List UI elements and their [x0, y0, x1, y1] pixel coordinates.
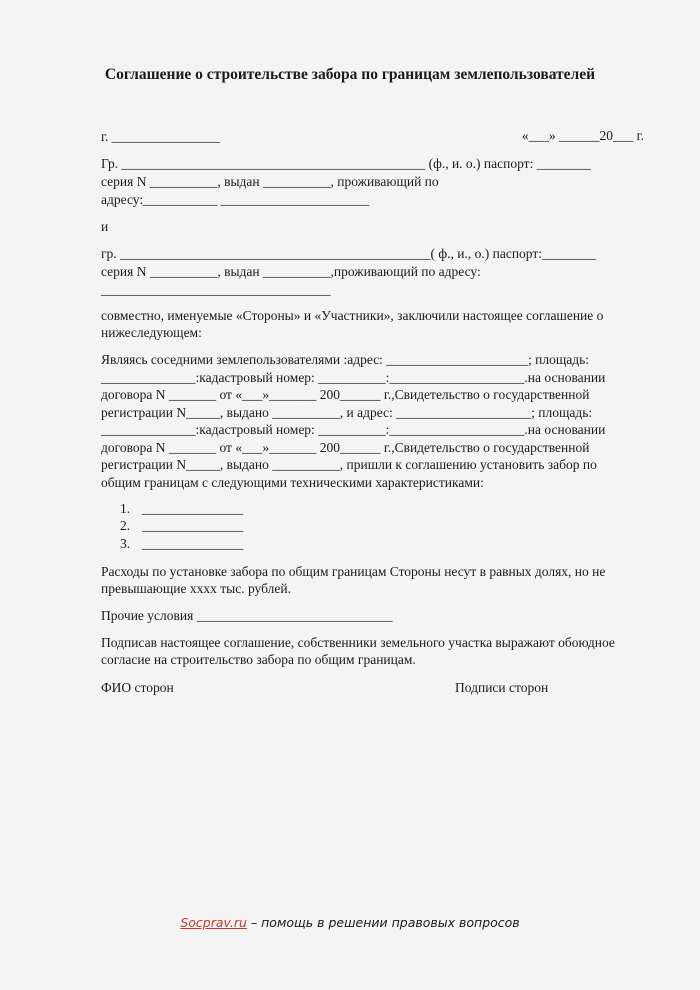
place-line: г. ________________ — [101, 129, 220, 144]
list-text: _______________ — [142, 536, 244, 551]
document-title: Соглашение о строительстве забора по границам землепользователей — [104, 66, 596, 83]
and-word: и — [101, 219, 109, 234]
expenses-line-1: Расходы по установке забора по общим границам Стороны несут в равных долях, но не — [101, 564, 606, 579]
main-line-7: регистрации N_____, выдано __________, пришли к соглашению установить забор по — [101, 457, 597, 472]
main-line-5: ______________:кадастровый номер: __________:____________________.на основании — [101, 422, 606, 437]
list-text: _______________ — [142, 518, 244, 533]
consent-line-2: согласие на строительство забора по общим границам. — [101, 652, 416, 667]
party2-line-3: __________________________________ — [101, 282, 331, 297]
intro-line-2: нижеследующем: — [101, 325, 202, 340]
list-number: 1. — [120, 501, 131, 516]
list-item — [120, 501, 243, 517]
intro-line-1: совместно, именуемые «Стороны» и «Участники», заключили настоящее соглашение о — [101, 308, 604, 323]
footer-tagline: – помощь в решении правовых вопросов — [246, 915, 520, 930]
footer — [0, 915, 700, 930]
main-line-1: Являясь соседними землепользователями :адрес: _____________________; площадь: — [101, 352, 590, 367]
list-item — [120, 518, 243, 534]
party1-line-2: серия N __________, выдан __________, проживающий по — [101, 174, 439, 189]
party1-line-1: Гр. _____________________________________________ (ф., и. о.) паспорт: ________ — [101, 156, 591, 171]
party2-line-1: гр. ______________________________________________( ф., и., о.) паспорт:________ — [101, 246, 597, 261]
names-label: ФИО сторон — [101, 680, 174, 695]
party2-line-2: серия N __________, выдан __________,проживающий по адресу: — [101, 264, 481, 279]
expenses-line-2: превышающие хххх тыс. рублей. — [101, 581, 291, 596]
signatures-label: Подписи сторон — [455, 680, 549, 695]
list-number: 2. — [120, 518, 131, 533]
party1-line-3: адресу:___________ ______________________ — [101, 192, 370, 207]
main-line-3: договора N _______ от «___»_______ 200______ г.,Свидетельство о государственной — [101, 387, 590, 402]
list-number: 3. — [120, 536, 131, 551]
main-line-4: регистрации N_____, выдано __________, и адрес: ____________________; площадь: — [101, 405, 593, 420]
main-line-6: договора N _______ от «___»_______ 200______ г.,Свидетельство о государственной — [101, 440, 590, 455]
date-line: «___» ______20___ г. — [521, 128, 644, 143]
footer-site-link[interactable]: Socprav.ru — [180, 915, 247, 930]
other-conditions: Прочие условия _____________________________ — [101, 608, 393, 623]
main-line-2: ______________:кадастровый номер: __________:____________________.на основании — [101, 370, 606, 385]
list-text: _______________ — [142, 501, 244, 516]
consent-line-1: Подписав настоящее соглашение, собственники земельного участка выражают обоюдное — [101, 635, 615, 650]
list-item — [120, 536, 243, 552]
main-line-8: общим границам с следующими техническими характеристиками: — [101, 475, 484, 490]
